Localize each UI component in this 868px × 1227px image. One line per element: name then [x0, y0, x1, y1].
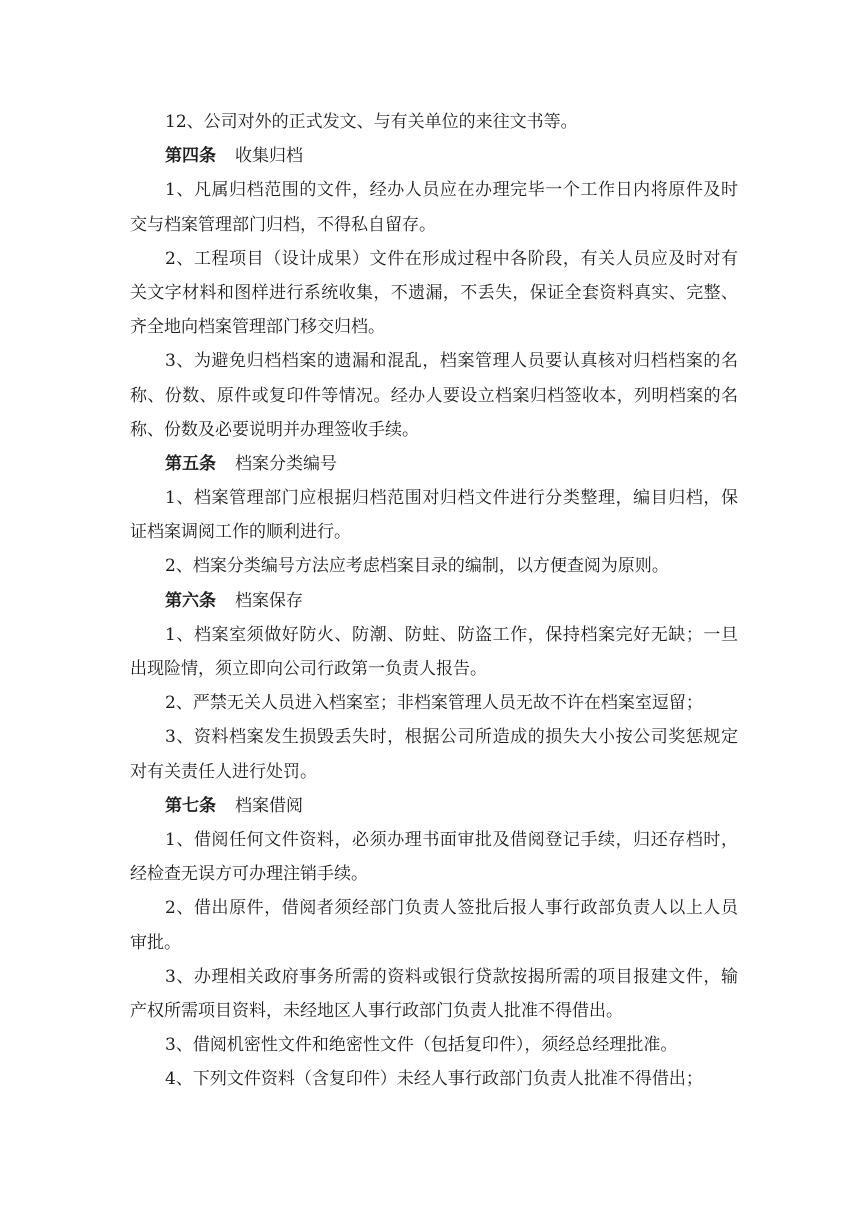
clause-item [130, 1062, 738, 1096]
article-title: 档案保存 [235, 590, 303, 611]
text-line: 2、工程项目（设计成果）文件在形成过程中各阶段，有关人员应及时对有 [165, 248, 738, 269]
text-line: 证档案调阅工作的顺利进行。 [130, 522, 351, 543]
article-number: 第六条 [165, 590, 216, 611]
text-line: 齐全地向档案管理部门移交归档。 [130, 317, 385, 338]
article-heading [130, 789, 738, 823]
text-line: 2、借出原件，借阅者须经部门负责人签批后报人事行政部负责人以上人员 [165, 898, 738, 919]
text-line: 1、档案管理部门应根据归档范围对归档文件进行分类整理，编目归档，保 [165, 488, 738, 509]
text-line: 3、借阅机密性文件和绝密性文件（包括复印件），须经总经理批准。 [165, 1035, 678, 1056]
clause-item [130, 720, 738, 788]
text-line: 1、档案室须做好防火、防潮、防蛀、防盗工作，保持档案完好无缺；一旦 [165, 624, 738, 645]
clause-item [130, 891, 738, 959]
article-5 [130, 447, 738, 584]
text-line: 3、为避免归档档案的遗漏和混乱，档案管理人员要认真核对归档档案的名 [165, 351, 738, 372]
clause-item [130, 481, 738, 549]
article-number: 第四条 [165, 146, 216, 167]
clause-item [130, 105, 738, 139]
text-line: 称、份数、原件或复印件等情况。经办人要设立档案归档签收本，列明档案的名 [130, 385, 738, 406]
text-line: 12、公司对外的正式发文、与有关单位的来往文书等。 [165, 112, 578, 132]
document-body [130, 105, 738, 1096]
article-title: 档案分类编号 [235, 453, 337, 474]
text-line: 出现险情，须立即向公司行政第一负责人报告。 [130, 659, 487, 679]
article-4 [130, 139, 738, 447]
article-7 [130, 789, 738, 1097]
article-heading [130, 139, 738, 173]
text-line: 1、借阅任何文件资料，必须办理书面审批及借阅登记手续，归还存档时， [165, 829, 738, 850]
text-line: 4、下列文件资料（含复印件）未经人事行政部门负责人批准不得借出； [165, 1069, 703, 1090]
text-line: 经检查无误方可办理注销手续。 [130, 864, 368, 885]
clause-item [130, 1028, 738, 1062]
text-line: 对有关责任人进行处罚。 [130, 761, 317, 782]
text-line: 称、份数及必要说明并办理签收手续。 [130, 419, 419, 440]
clause-item [130, 823, 738, 891]
article-heading [130, 447, 738, 481]
clause-item [130, 686, 738, 720]
article-number: 第七条 [165, 795, 216, 816]
clause-item [130, 242, 738, 345]
article-title: 收集归档 [235, 146, 303, 167]
text-line: 3、办理相关政府事务所需的资料或银行贷款按揭所需的项目报建文件，输 [165, 966, 738, 987]
clause-item [130, 549, 738, 583]
article-title: 档案借阅 [235, 795, 303, 816]
text-line: 2、档案分类编号方法应考虑档案目录的编制，以方便查阅为原则。 [165, 556, 669, 577]
text-line: 审批。 [130, 932, 181, 953]
clause-item [130, 618, 738, 686]
clause-item [130, 960, 738, 1028]
text-line: 2、严禁无关人员进入档案室；非档案管理人员无故不许在档案室逗留； [165, 693, 703, 714]
article-6 [130, 584, 738, 789]
clause-item [130, 344, 738, 447]
article-heading [130, 584, 738, 618]
clause-item [130, 173, 738, 241]
article-number: 第五条 [165, 453, 216, 474]
text-line: 产权所需项目资料，未经地区人事行政部门负责人批准不得借出。 [130, 1000, 623, 1021]
text-line: 3、资料档案发生损毁丢失时，根据公司所造成的损失大小按公司奖惩规定 [165, 727, 738, 748]
text-line: 交与档案管理部门归档，不得私自留存。 [130, 214, 436, 235]
text-line: 关文字材料和图样进行系统收集，不遗漏，不丢失，保证全套资料真实、完整、 [130, 282, 738, 303]
text-line: 1、凡属归档范围的文件，经办人员应在办理完毕一个工作日内将原件及时 [165, 180, 738, 201]
